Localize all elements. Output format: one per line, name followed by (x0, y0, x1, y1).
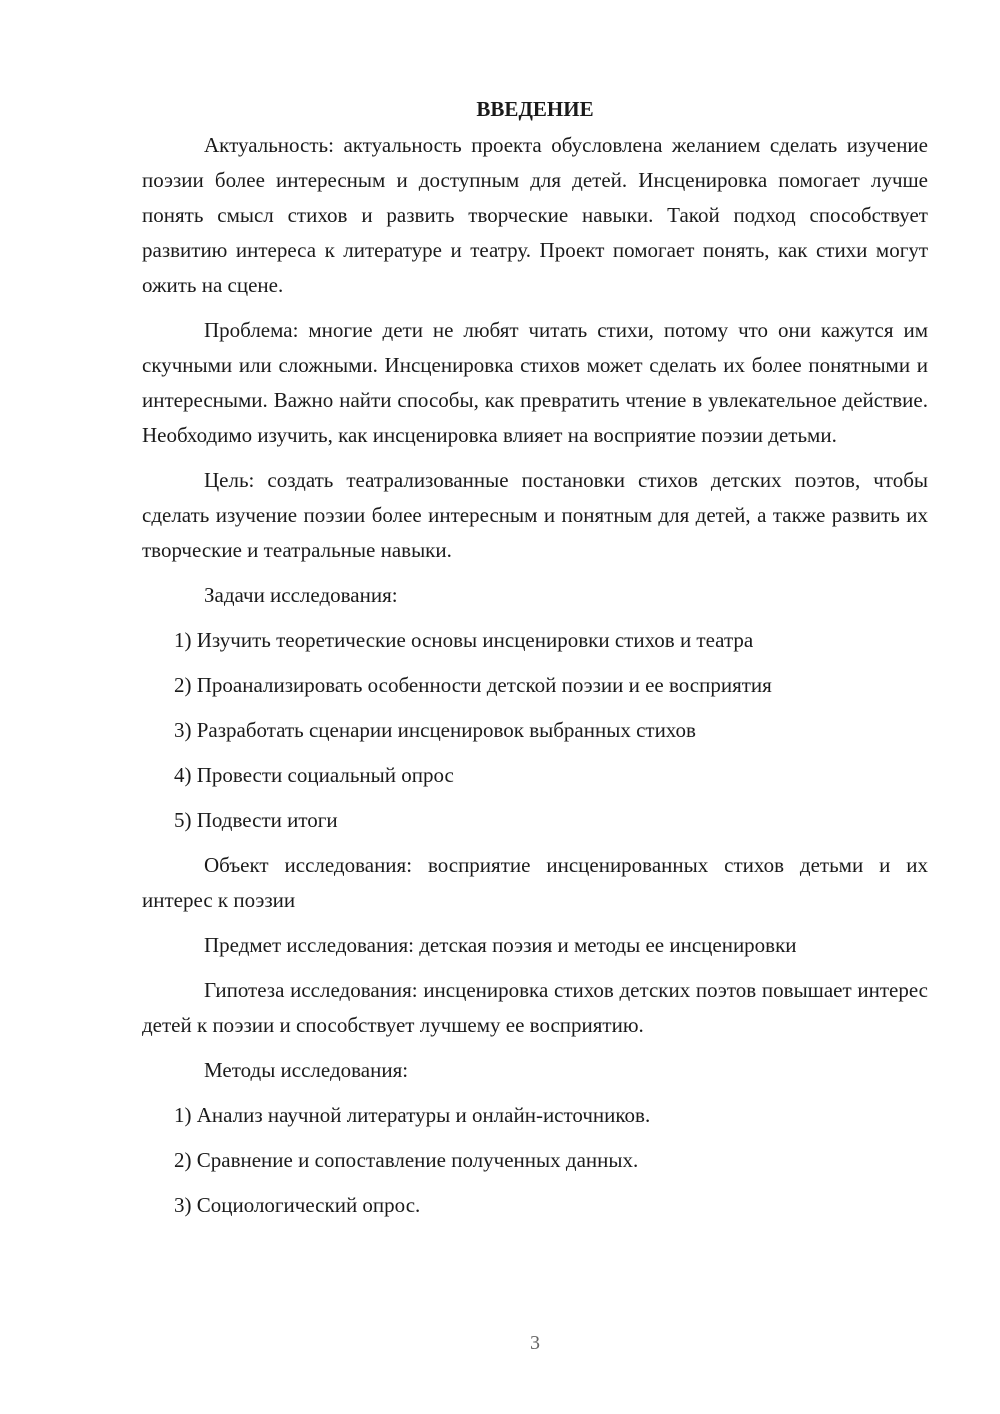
methods-label: Методы исследования: (204, 1058, 409, 1082)
relevance-paragraph: Актуальность: актуальность проекта обусловлена желанием сделать изучение поэзии более интересным и доступным для детей. Инсценировка помогает лучше понять смысл стихов и развить творческие навыки. Такой подход способствует развитию интереса к литературе и театру. Проект помогает понять, как стихи могут ожить на сцене. (142, 133, 928, 297)
problem-paragraph: Проблема: многие дети не любят читать стихи, потому что они кажутся им скучными или сложными. Инсценировка стихов может сделать их более понятными и интересными. Важно найти способы, как превратить чтение в увлекательное действие. Необходимо изучить, как инсценировка влияет на восприятие поэзии детьми. (142, 318, 928, 447)
method-item-3: 3) Социологический опрос. (174, 1193, 421, 1217)
task-item-5: 5) Подвести итоги (174, 808, 338, 832)
tasks-label: Задачи исследования: (204, 583, 398, 607)
method-item-1: 1) Анализ научной литературы и онлайн-источников. (174, 1103, 651, 1127)
task-item-4: 4) Провести социальный опрос (174, 763, 454, 787)
page-number: 3 (530, 1332, 540, 1354)
goal-paragraph: Цель: создать театрализованные постановки стихов детских поэтов, чтобы сделать изучение поэзии более интересным и понятным для детей, а также развить их творческие и театральные навыки. (142, 468, 928, 562)
task-item-1: 1) Изучить теоретические основы инсценировки стихов и театра (174, 628, 754, 652)
hypothesis-paragraph: Гипотеза исследования: инсценировка стихов детских поэтов повышает интерес детей к поэзии и способствует лучшему ее восприятию. (142, 978, 928, 1037)
method-item-2: 2) Сравнение и сопоставление полученных данных. (174, 1148, 639, 1172)
task-item-2: 2) Проанализировать особенности детской поэзии и ее восприятия (174, 673, 772, 697)
page-title: ВВЕДЕНИЕ (476, 97, 594, 121)
object-paragraph: Объект исследования: восприятие инсценированных стихов детьми и их интерес к поэзии (142, 853, 928, 912)
subject-paragraph: Предмет исследования: детская поэзия и методы ее инсценировки (204, 933, 797, 957)
task-item-3: 3) Разработать сценарии инсценировок выбранных стихов (174, 718, 696, 742)
document-page (142, 92, 928, 1233)
